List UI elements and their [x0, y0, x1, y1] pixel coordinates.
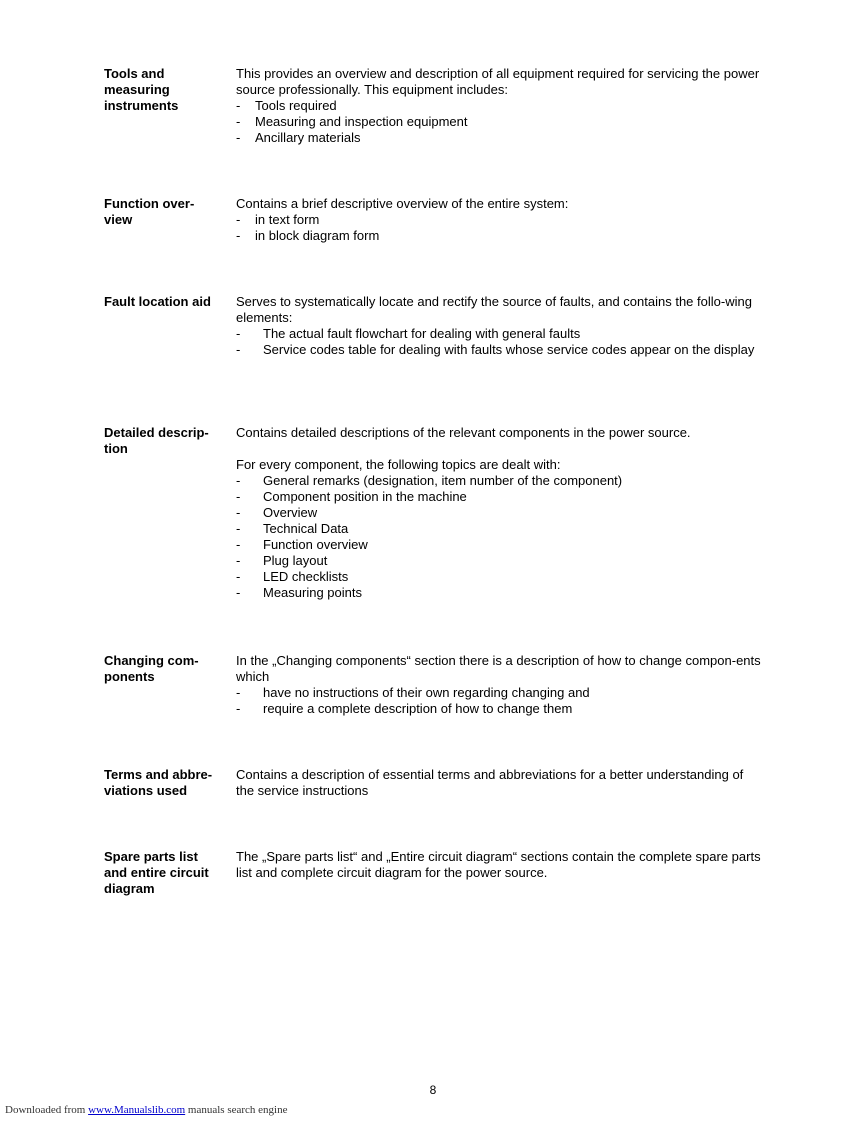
section-heading: Function over- view [104, 196, 195, 227]
section-paragraph: For every component, the following topics are dealt with: [236, 457, 561, 472]
list-item: - Function overview [236, 537, 764, 553]
section-heading: Tools and measuring instruments [104, 66, 179, 113]
section-paragraph: Contains a description of essential terms and abbreviations for a better understanding of the service instructions [236, 767, 744, 798]
section-paragraph: In the „Changing components“ section there is a description of how to change compon-ents which [236, 653, 761, 684]
list-item: - Component position in the machine [236, 489, 764, 505]
section-heading: Changing com- ponents [104, 653, 199, 684]
section-heading: Terms and abbre- viations used [104, 767, 213, 798]
list-item: - Ancillary materials [236, 130, 764, 146]
list-item: - Plug layout [236, 553, 764, 569]
section-content [236, 294, 764, 358]
section-heading: Spare parts list and entire circuit diagram [104, 849, 209, 896]
section-paragraph: Contains a brief descriptive overview of the entire system: [236, 196, 569, 211]
section-content [236, 425, 764, 601]
footer-prefix: Downloaded from [5, 1104, 86, 1116]
list-item: - have no instructions of their own regarding changing and [236, 685, 764, 701]
list-item: - LED checklists [236, 569, 764, 585]
list-item: - Measuring and inspection equipment [236, 114, 764, 130]
page-number: 8 [429, 1083, 437, 1097]
dash-list [236, 473, 764, 601]
list-item: - General remarks (designation, item number of the component) [236, 473, 764, 489]
list-item: - in block diagram form [236, 228, 764, 244]
dash-list [236, 685, 764, 717]
list-item: - Measuring points [236, 585, 764, 601]
section-content [236, 653, 764, 717]
footer-suffix: manuals search engine [187, 1104, 288, 1116]
section-content [236, 849, 764, 881]
dash-list [236, 212, 764, 244]
section-content [236, 196, 764, 244]
section-heading: Fault location aid [104, 294, 211, 309]
section-heading: Detailed descrip- tion [104, 425, 209, 456]
section-paragraph: The „Spare parts list“ and „Entire circuit diagram“ sections contain the complete spare parts list and complete circuit diagram for the power source. [236, 849, 761, 880]
list-item: - Overview [236, 505, 764, 521]
section-paragraph: Serves to systematically locate and rectify the source of faults, and contains the follo-wing elements: [236, 294, 752, 325]
list-item: - Technical Data [236, 521, 764, 537]
download-footer [5, 1104, 287, 1116]
dash-list [236, 326, 764, 358]
list-item: - in text form [236, 212, 764, 228]
section-content [236, 767, 764, 799]
list-item: - The actual fault flowchart for dealing with general faults [236, 326, 764, 342]
list-item: - Service codes table for dealing with faults whose service codes appear on the display [236, 342, 764, 358]
section-paragraph: This provides an overview and description of all equipment required for servicing the power source professionally. This equipment includes: [236, 66, 760, 97]
list-item: - Tools required [236, 98, 764, 114]
list-item: - require a complete description of how to change them [236, 701, 764, 717]
manualslib-link[interactable]: www.Manualslib.com [88, 1104, 186, 1116]
dash-list [236, 98, 764, 146]
section-content [236, 66, 764, 146]
section-paragraph: Contains detailed descriptions of the relevant components in the power source. [236, 425, 691, 440]
